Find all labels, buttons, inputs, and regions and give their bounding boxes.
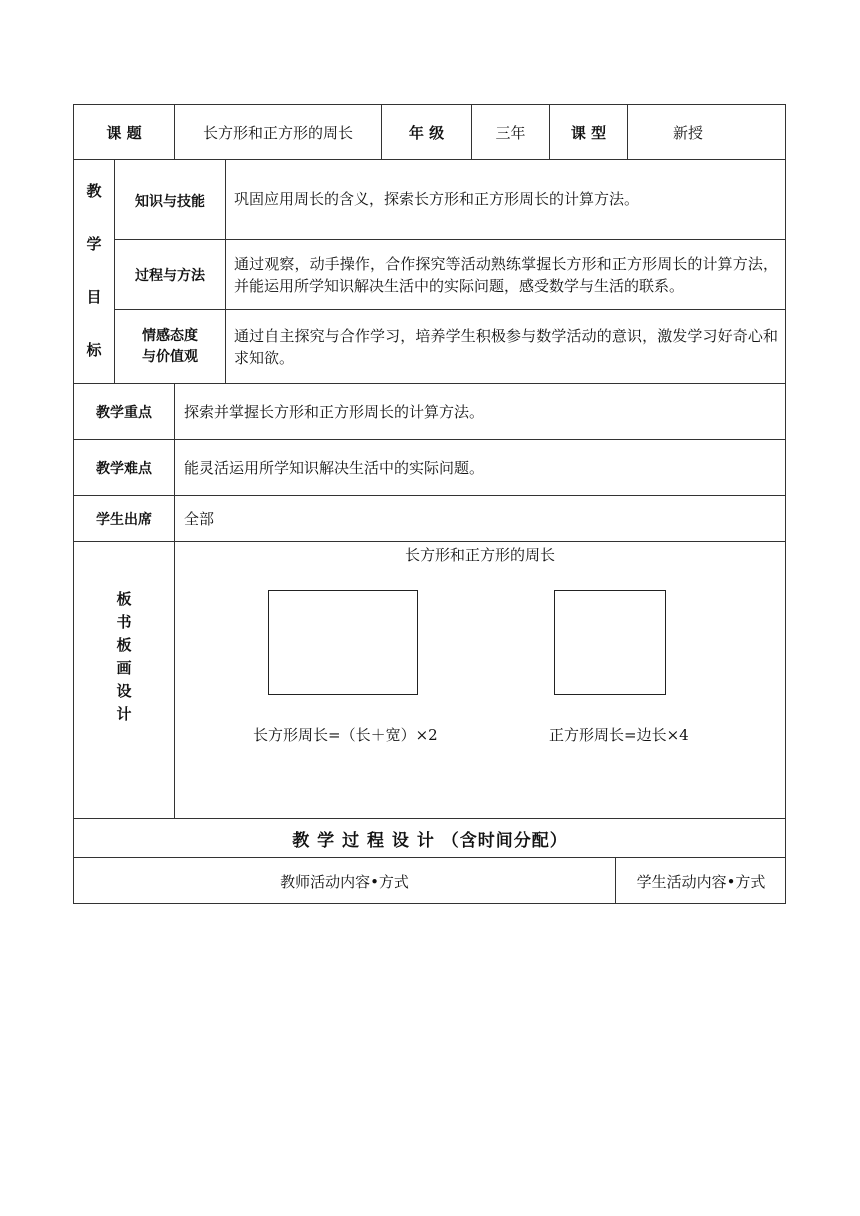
- topic-label: 课 题: [106, 123, 142, 142]
- grade-label: 年 级: [408, 123, 445, 142]
- square-figure: [554, 590, 666, 695]
- objectives-group-label: [74, 180, 114, 360]
- difficulty-text: 能灵活运用所学知识解决生活中的实际问题。: [184, 459, 485, 477]
- board-title: 长方形和正方形的周长: [404, 545, 555, 564]
- attendance-text: 全部: [184, 510, 215, 528]
- objectives-char: 教: [86, 182, 102, 200]
- type-value: 新授: [672, 123, 703, 142]
- square-formula: 正方形周长=边长×4: [549, 725, 689, 744]
- type-label: 课 型: [570, 123, 607, 142]
- attendance-label: 学生出席: [96, 511, 152, 528]
- objectives-char: 标: [86, 341, 102, 359]
- topic-value: 长方形和正方形的周长: [202, 123, 353, 142]
- objective-text-attitude: 通过自主探究与合作学习，培养学生积极参与数学活动的意识，激发学习好奇心和求知欲。: [234, 326, 778, 367]
- board-label-char: 画: [116, 659, 132, 677]
- process-title: 教 学 过 程 设 计 （含时间分配）: [292, 830, 568, 851]
- student-activity-header: 学生活动内容•方式: [636, 872, 766, 891]
- rectangle-formula: 长方形周长=（长＋宽）×2: [253, 725, 438, 744]
- objectives-char: 学: [86, 235, 102, 253]
- objectives-char: 目: [86, 288, 102, 306]
- teacher-activity-header: 教师活动内容•方式: [280, 872, 409, 891]
- board-label-char: 书: [116, 613, 132, 631]
- board-label-char: 设: [116, 682, 132, 700]
- key-point-text: 探索并掌握长方形和正方形周长的计算方法。: [184, 403, 485, 421]
- objective-text-knowledge: 巩固应用周长的含义，探索长方形和正方形周长的计算方法。: [234, 190, 640, 208]
- objective-label-line: 情感态度: [142, 327, 198, 344]
- objective-label-process: 过程与方法: [135, 267, 205, 284]
- objective-label-line: 与价值观: [142, 348, 198, 365]
- grade-value: 三年: [495, 123, 526, 142]
- objective-text-process: 通过观察，动手操作，合作探究等活动熟练掌握长方形和正方形周长的计算方法，并能运用所学知识解决生活中的实际问题，感受数学与生活的联系。: [234, 254, 778, 295]
- rectangle-figure: [268, 590, 418, 695]
- board-label-char: 板: [116, 636, 132, 654]
- key-point-label: 教学重点: [96, 404, 152, 421]
- objective-label-attitude: [115, 310, 225, 383]
- board-label-char: 计: [116, 705, 132, 723]
- difficulty-label: 教学难点: [96, 460, 152, 477]
- board-label-char: 板: [116, 590, 132, 608]
- objective-label-knowledge: 知识与技能: [135, 194, 205, 210]
- board-label: [74, 588, 174, 724]
